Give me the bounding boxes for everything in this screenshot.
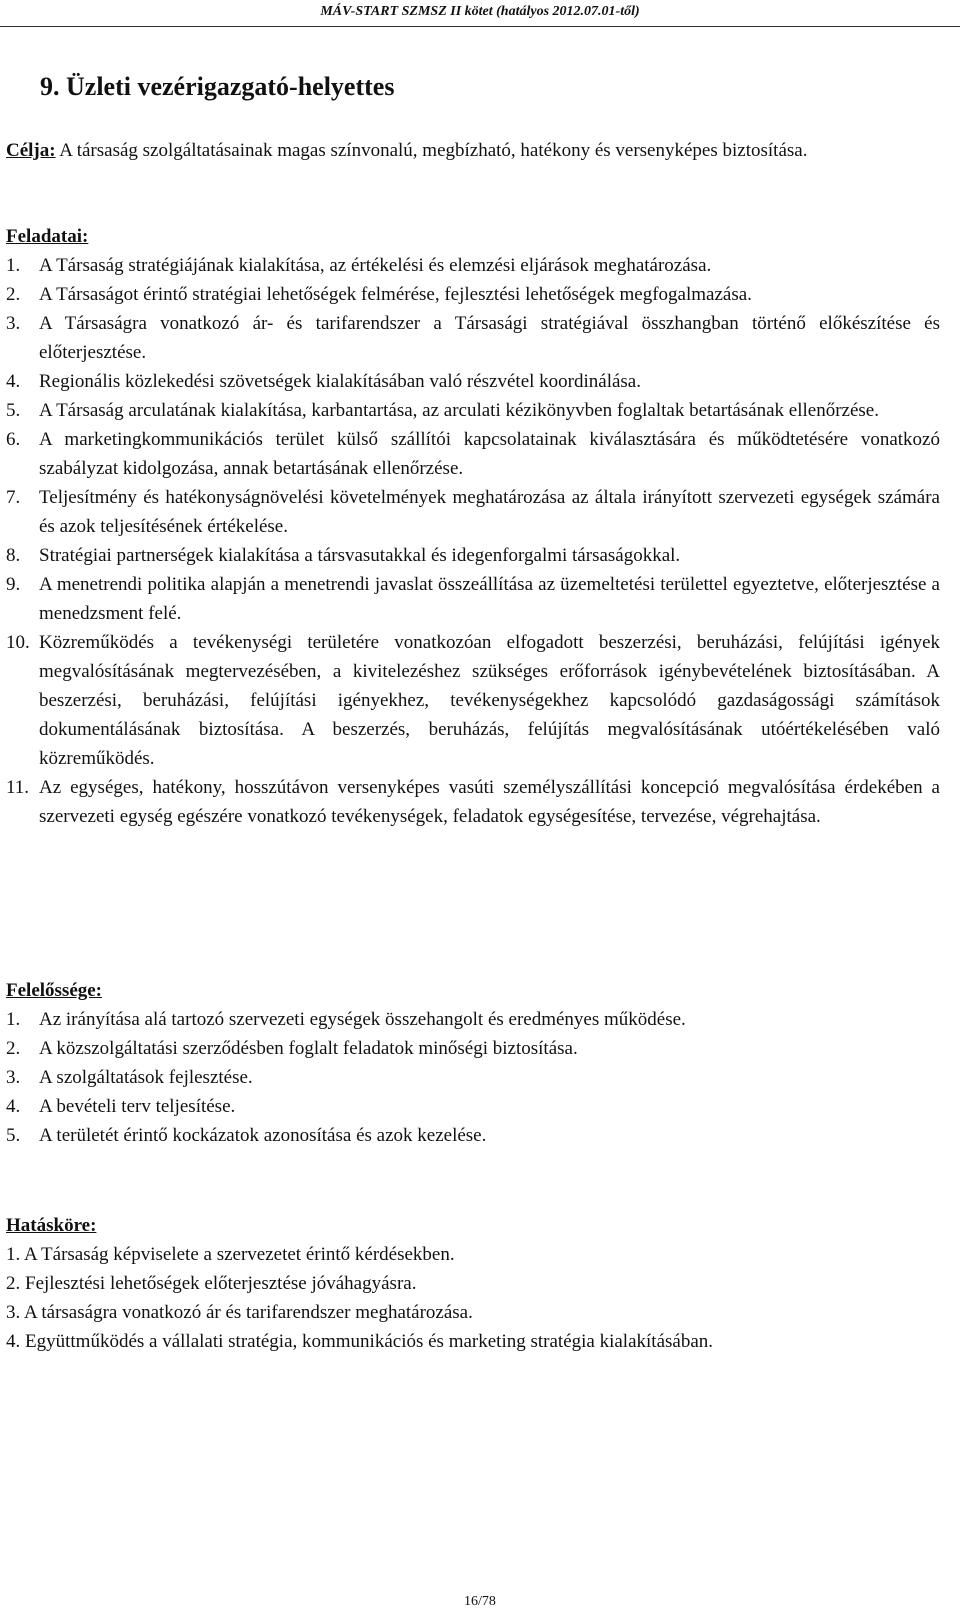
list-item [6, 367, 940, 396]
item-number: 1. [6, 1009, 21, 1030]
list-item [6, 1092, 940, 1121]
item-number: 4. [6, 1096, 21, 1117]
item-text: A Társaságot érintő stratégiai lehetőségek felmérése, fejlesztési lehetőségek megfogalmazása. [39, 284, 752, 305]
item-number: 9. [6, 574, 21, 595]
list-item [6, 396, 940, 425]
responsibility-section [6, 976, 940, 1150]
list-item: 4. Együttműködés a vállalati stratégia, kommunikációs és marketing stratégia kialakításában. [6, 1331, 714, 1352]
item-number: 8. [6, 545, 21, 566]
list-item [6, 773, 940, 831]
section-title: 9. Üzleti vezérigazgató-helyettes [40, 72, 395, 101]
item-text: A közszolgáltatási szerződésben foglalt feladatok minőségi biztosítása. [39, 1038, 578, 1059]
item-number: 7. [6, 487, 21, 508]
goal-text: A társaság szolgáltatásainak magas színvonalú, megbízható, hatékony és versenyképes biztosítása. [55, 140, 808, 161]
list-item [6, 1005, 940, 1034]
authority-list [6, 1240, 940, 1356]
list-item: 1. A Társaság képviselete a szervezetet érintő kérdésekben. [6, 1244, 455, 1265]
item-text: A Társaságra vonatkozó ár- és tarifarendszer a Társasági stratégiával összhangban történő előkészítése és előterjesztése. [39, 313, 940, 363]
responsibility-label: Felelőssége: [6, 980, 103, 1001]
goal-label: Célja: [6, 140, 56, 161]
list-item [6, 541, 940, 570]
list-item [6, 628, 940, 773]
item-number: 2. [6, 284, 21, 305]
list-item [6, 1063, 940, 1092]
list-item [6, 1121, 940, 1150]
item-text: Az egységes, hatékony, hosszútávon versenyképes vasúti személyszállítási koncepció megvalósítása érdekében a szervezeti egység egészére vonatkozó tevékenységek, feladatok egységesítése, tervezése, végrehajtása. [39, 777, 940, 827]
list-item [6, 425, 940, 483]
item-number: 6. [6, 429, 21, 450]
page-header: MÁV-START SZMSZ II kötet (hatályos 2012.07.01-től) [320, 4, 640, 19]
item-text: A menetrendi politika alapján a menetrendi javaslat összeállítása az üzemeltetési területtel egyeztetve, előterjesztése a menedzsment felé. [39, 574, 940, 624]
tasks-section [6, 222, 940, 831]
header-rule [0, 26, 960, 27]
item-text: A marketingkommunikációs terület külső szállítói kapcsolatainak kiválasztására és működtetésére vonatkozó szabályzat kidolgozása, annak betartásának ellenőrzése. [39, 429, 940, 479]
item-text: A területét érintő kockázatok azonosítása és azok kezelése. [39, 1125, 487, 1146]
item-text: A bevételi terv teljesítése. [39, 1096, 236, 1117]
item-number: 2. [6, 1038, 21, 1059]
item-number: 3. [6, 1067, 21, 1088]
authority-label: Hatásköre: [6, 1215, 97, 1236]
item-text: Stratégiai partnerségek kialakítása a társvasutakkal és idegenforgalmi társaságokkal. [39, 545, 681, 566]
item-text: A szolgáltatások fejlesztése. [39, 1067, 253, 1088]
item-text: A Társaság stratégiájának kialakítása, az értékelési és elemzési eljárások meghatározása. [39, 255, 712, 276]
list-item [6, 309, 940, 367]
item-number: 4. [6, 371, 21, 392]
responsibility-list [6, 1005, 940, 1150]
item-text: Az irányítása alá tartozó szervezeti egységek összehangolt és eredményes működése. [39, 1009, 686, 1030]
page-number: 16/78 [464, 1594, 496, 1609]
item-number: 5. [6, 1125, 21, 1146]
list-item [6, 280, 940, 309]
list-item: 3. A társaságra vonatkozó ár és tarifarendszer meghatározása. [6, 1302, 473, 1323]
tasks-label: Feladatai: [6, 226, 89, 247]
item-text: A Társaság arculatának kialakítása, karbantartása, az arculati kézikönyvben foglaltak betartásának ellenőrzése. [39, 400, 879, 421]
goal-paragraph [6, 136, 940, 165]
list-item: 2. Fejlesztési lehetőségek előterjesztése jóváhagyásra. [6, 1273, 417, 1294]
list-item [6, 570, 940, 628]
item-number: 3. [6, 313, 21, 334]
authority-section [6, 1211, 940, 1356]
item-number: 10. [6, 632, 30, 653]
item-number: 1. [6, 255, 21, 276]
list-item [6, 1034, 940, 1063]
item-text: Regionális közlekedési szövetségek kialakításában való részvétel koordinálása. [39, 371, 641, 392]
item-number: 11. [6, 777, 30, 798]
tasks-list [6, 251, 940, 831]
list-item [6, 483, 940, 541]
item-text: Közreműködés a tevékenységi területére vonatkozóan elfogadott beszerzési, beruházási, felújítási igények megvalósításának megtervezésében, a kivitelezéshez szükséges erőforrások igénybevételének biztosításában. A beszerzési, beruházási, felújítási igényekhez, tevékenységekhez kapcsolódó gazdaságossági számítások dokumentálásának biztosítása. A beszerzés, beruházás, felújítás megvalósításának utóértékelésében való közreműködés. [39, 632, 940, 769]
list-item [6, 251, 940, 280]
item-text: Teljesítmény és hatékonyságnövelési követelmények meghatározása az általa irányított szervezeti egységek számára és azok teljesítésének értékelése. [39, 487, 940, 537]
item-number: 5. [6, 400, 21, 421]
